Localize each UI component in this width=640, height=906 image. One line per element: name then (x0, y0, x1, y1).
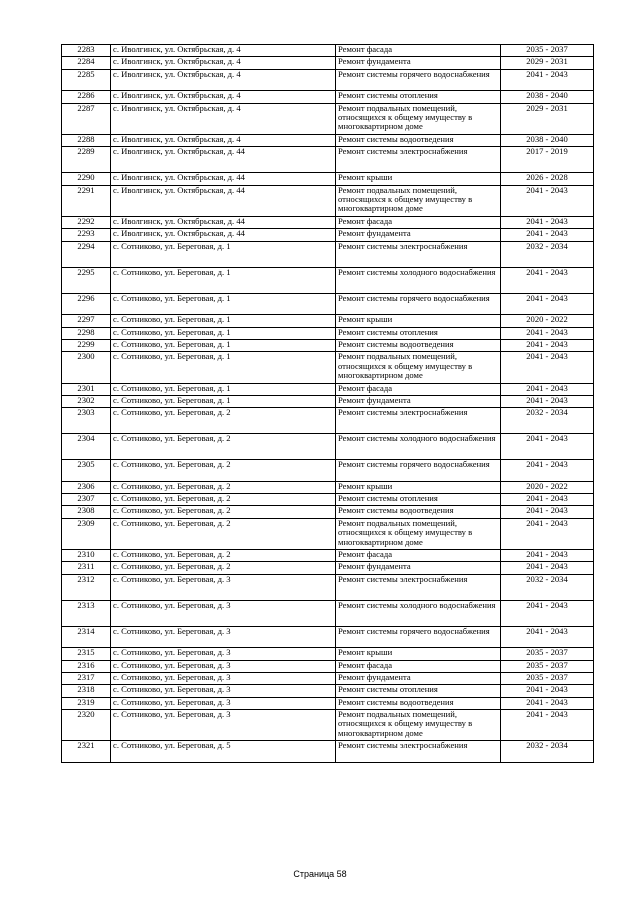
row-number: 2301 (62, 383, 111, 395)
row-work-type: Ремонт системы электроснабжения (336, 408, 501, 434)
row-period: 2035 - 2037 (501, 45, 594, 57)
works-table (61, 44, 594, 763)
row-number: 2296 (62, 293, 111, 315)
table-row (62, 494, 594, 506)
table-row (62, 57, 594, 69)
row-address: с. Сотниково, ул. Береговая, д. 1 (111, 383, 336, 395)
row-work-type: Ремонт системы горячего водоснабжения (336, 69, 501, 91)
row-address: с. Иволгинск, ул. Октябрьская, д. 4 (111, 103, 336, 134)
row-period: 2029 - 2031 (501, 57, 594, 69)
row-work-type: Ремонт подвальных помещений, относящихся к общему имуществу в многоквартирном доме (336, 352, 501, 383)
row-number: 2284 (62, 57, 111, 69)
row-number: 2293 (62, 229, 111, 241)
row-period: 2035 - 2037 (501, 672, 594, 684)
row-period: 2017 - 2019 (501, 147, 594, 173)
row-period: 2020 - 2022 (501, 481, 594, 493)
row-work-type: Ремонт фасада (336, 383, 501, 395)
row-address: с. Сотниково, ул. Береговая, д. 2 (111, 434, 336, 460)
row-number: 2289 (62, 147, 111, 173)
row-period: 2041 - 2043 (501, 327, 594, 339)
row-number: 2288 (62, 134, 111, 146)
table-row (62, 660, 594, 672)
table-row (62, 216, 594, 228)
row-number: 2287 (62, 103, 111, 134)
row-address: с. Сотниково, ул. Береговая, д. 2 (111, 562, 336, 574)
row-work-type: Ремонт фасада (336, 660, 501, 672)
row-period: 2041 - 2043 (501, 185, 594, 216)
row-period: 2041 - 2043 (501, 626, 594, 648)
row-period: 2041 - 2043 (501, 229, 594, 241)
row-address: с. Иволгинск, ул. Октябрьская, д. 44 (111, 147, 336, 173)
row-period: 2032 - 2034 (501, 241, 594, 267)
row-address: с. Сотниково, ул. Береговая, д. 1 (111, 267, 336, 293)
row-address: с. Сотниково, ул. Береговая, д. 3 (111, 648, 336, 660)
row-period: 2035 - 2037 (501, 660, 594, 672)
table-row (62, 395, 594, 407)
table-row (62, 147, 594, 173)
row-number: 2290 (62, 173, 111, 185)
row-address: с. Сотниково, ул. Береговая, д. 2 (111, 494, 336, 506)
row-work-type: Ремонт системы отопления (336, 327, 501, 339)
row-address: с. Сотниково, ул. Береговая, д. 1 (111, 352, 336, 383)
row-work-type: Ремонт системы водоотведения (336, 697, 501, 709)
row-period: 2038 - 2040 (501, 134, 594, 146)
row-period: 2041 - 2043 (501, 550, 594, 562)
table-row (62, 408, 594, 434)
row-address: с. Иволгинск, ул. Октябрьская, д. 44 (111, 185, 336, 216)
row-number: 2303 (62, 408, 111, 434)
row-work-type: Ремонт системы холодного водоснабжения (336, 600, 501, 626)
row-number: 2302 (62, 395, 111, 407)
table-row (62, 626, 594, 648)
row-period: 2041 - 2043 (501, 460, 594, 482)
row-work-type: Ремонт системы электроснабжения (336, 574, 501, 600)
row-address: с. Сотниково, ул. Береговая, д. 3 (111, 672, 336, 684)
row-address: с. Иволгинск, ул. Октябрьская, д. 4 (111, 57, 336, 69)
row-work-type: Ремонт подвальных помещений, относящихся к общему имуществу в многоквартирном доме (336, 709, 501, 740)
row-period: 2032 - 2034 (501, 741, 594, 763)
row-work-type: Ремонт фасада (336, 550, 501, 562)
table-row (62, 327, 594, 339)
row-work-type: Ремонт системы горячего водоснабжения (336, 626, 501, 648)
row-period: 2041 - 2043 (501, 395, 594, 407)
row-period: 2041 - 2043 (501, 709, 594, 740)
row-work-type: Ремонт системы отопления (336, 494, 501, 506)
table-row (62, 600, 594, 626)
row-address: с. Сотниково, ул. Береговая, д. 3 (111, 574, 336, 600)
table-row (62, 648, 594, 660)
row-number: 2311 (62, 562, 111, 574)
row-work-type: Ремонт системы горячего водоснабжения (336, 293, 501, 315)
table-row (62, 518, 594, 549)
row-number: 2297 (62, 315, 111, 327)
row-work-type: Ремонт системы горячего водоснабжения (336, 460, 501, 482)
row-address: с. Сотниково, ул. Береговая, д. 1 (111, 327, 336, 339)
row-number: 2308 (62, 506, 111, 518)
row-address: с. Иволгинск, ул. Октябрьская, д. 44 (111, 173, 336, 185)
row-number: 2286 (62, 91, 111, 103)
row-number: 2321 (62, 741, 111, 763)
table-row (62, 481, 594, 493)
row-address: с. Сотниково, ул. Береговая, д. 3 (111, 685, 336, 697)
row-address: с. Иволгинск, ул. Октябрьская, д. 44 (111, 216, 336, 228)
row-address: с. Сотниково, ул. Береговая, д. 2 (111, 518, 336, 549)
table-row (62, 562, 594, 574)
row-address: с. Сотниково, ул. Береговая, д. 3 (111, 600, 336, 626)
row-period: 2041 - 2043 (501, 339, 594, 351)
row-period: 2041 - 2043 (501, 352, 594, 383)
table-row (62, 672, 594, 684)
row-period: 2041 - 2043 (501, 685, 594, 697)
row-address: с. Сотниково, ул. Береговая, д. 1 (111, 339, 336, 351)
row-number: 2299 (62, 339, 111, 351)
table-row (62, 173, 594, 185)
row-period: 2041 - 2043 (501, 434, 594, 460)
table-row (62, 697, 594, 709)
row-number: 2320 (62, 709, 111, 740)
table-row (62, 434, 594, 460)
table-row (62, 293, 594, 315)
row-number: 2309 (62, 518, 111, 549)
table-row (62, 134, 594, 146)
row-work-type: Ремонт крыши (336, 481, 501, 493)
row-work-type: Ремонт системы водоотведения (336, 506, 501, 518)
row-work-type: Ремонт системы отопления (336, 91, 501, 103)
table-body (62, 45, 594, 763)
row-number: 2307 (62, 494, 111, 506)
table-row (62, 339, 594, 351)
row-number: 2285 (62, 69, 111, 91)
row-period: 2029 - 2031 (501, 103, 594, 134)
row-period: 2041 - 2043 (501, 293, 594, 315)
row-number: 2292 (62, 216, 111, 228)
row-address: с. Сотниково, ул. Береговая, д. 2 (111, 506, 336, 518)
row-address: с. Сотниково, ул. Береговая, д. 1 (111, 315, 336, 327)
row-work-type: Ремонт подвальных помещений, относящихся к общему имуществу в многоквартирном доме (336, 103, 501, 134)
row-address: с. Сотниково, ул. Береговая, д. 3 (111, 697, 336, 709)
row-work-type: Ремонт подвальных помещений, относящихся к общему имуществу в многоквартирном доме (336, 518, 501, 549)
row-work-type: Ремонт системы отопления (336, 685, 501, 697)
table-row (62, 352, 594, 383)
row-work-type: Ремонт фундамента (336, 57, 501, 69)
row-address: с. Сотниково, ул. Береговая, д. 2 (111, 550, 336, 562)
row-work-type: Ремонт крыши (336, 173, 501, 185)
row-period: 2041 - 2043 (501, 216, 594, 228)
row-number: 2310 (62, 550, 111, 562)
row-number: 2291 (62, 185, 111, 216)
row-period: 2041 - 2043 (501, 494, 594, 506)
row-address: с. Сотниково, ул. Береговая, д. 1 (111, 293, 336, 315)
row-work-type: Ремонт системы электроснабжения (336, 147, 501, 173)
table-row (62, 574, 594, 600)
row-number: 2319 (62, 697, 111, 709)
row-number: 2314 (62, 626, 111, 648)
row-work-type: Ремонт крыши (336, 648, 501, 660)
row-work-type: Ремонт фундамента (336, 672, 501, 684)
row-number: 2318 (62, 685, 111, 697)
table-row (62, 741, 594, 763)
table-row (62, 103, 594, 134)
row-address: с. Сотниково, ул. Береговая, д. 2 (111, 481, 336, 493)
row-work-type: Ремонт фундамента (336, 229, 501, 241)
table-row (62, 506, 594, 518)
table-row (62, 69, 594, 91)
table-row (62, 709, 594, 740)
page-number: Страница 58 (293, 869, 347, 879)
row-address: с. Сотниково, ул. Береговая, д. 2 (111, 460, 336, 482)
row-number: 2317 (62, 672, 111, 684)
row-period: 2041 - 2043 (501, 600, 594, 626)
row-number: 2313 (62, 600, 111, 626)
table-row (62, 550, 594, 562)
row-address: с. Иволгинск, ул. Октябрьская, д. 4 (111, 134, 336, 146)
row-period: 2041 - 2043 (501, 518, 594, 549)
row-period: 2041 - 2043 (501, 383, 594, 395)
row-number: 2315 (62, 648, 111, 660)
row-address: с. Сотниково, ул. Береговая, д. 3 (111, 709, 336, 740)
row-period: 2041 - 2043 (501, 69, 594, 91)
row-number: 2295 (62, 267, 111, 293)
row-address: с. Иволгинск, ул. Октябрьская, д. 4 (111, 45, 336, 57)
table-row (62, 685, 594, 697)
row-period: 2041 - 2043 (501, 562, 594, 574)
row-period: 2026 - 2028 (501, 173, 594, 185)
row-number: 2298 (62, 327, 111, 339)
table-row (62, 241, 594, 267)
row-number: 2304 (62, 434, 111, 460)
row-work-type: Ремонт фундамента (336, 562, 501, 574)
row-work-type: Ремонт системы холодного водоснабжения (336, 267, 501, 293)
row-work-type: Ремонт системы электроснабжения (336, 741, 501, 763)
row-period: 2041 - 2043 (501, 506, 594, 518)
table-row (62, 267, 594, 293)
row-period: 2041 - 2043 (501, 697, 594, 709)
table-row (62, 45, 594, 57)
row-work-type: Ремонт системы холодного водоснабжения (336, 434, 501, 460)
row-address: с. Сотниково, ул. Береговая, д. 2 (111, 408, 336, 434)
row-address: с. Иволгинск, ул. Октябрьская, д. 4 (111, 69, 336, 91)
table-row (62, 91, 594, 103)
row-period: 2038 - 2040 (501, 91, 594, 103)
row-work-type: Ремонт подвальных помещений, относящихся к общему имуществу в многоквартирном доме (336, 185, 501, 216)
row-period: 2035 - 2037 (501, 648, 594, 660)
row-period: 2032 - 2034 (501, 574, 594, 600)
row-period: 2041 - 2043 (501, 267, 594, 293)
row-address: с. Сотниково, ул. Береговая, д. 1 (111, 241, 336, 267)
row-number: 2306 (62, 481, 111, 493)
row-number: 2316 (62, 660, 111, 672)
row-work-type: Ремонт фасада (336, 216, 501, 228)
row-work-type: Ремонт крыши (336, 315, 501, 327)
row-address: с. Сотниково, ул. Береговая, д. 1 (111, 395, 336, 407)
row-period: 2020 - 2022 (501, 315, 594, 327)
row-address: с. Сотниково, ул. Береговая, д. 3 (111, 626, 336, 648)
row-work-type: Ремонт системы водоотведения (336, 339, 501, 351)
table-row (62, 383, 594, 395)
table-row (62, 315, 594, 327)
row-number: 2294 (62, 241, 111, 267)
table-row (62, 229, 594, 241)
row-number: 2312 (62, 574, 111, 600)
row-period: 2032 - 2034 (501, 408, 594, 434)
row-work-type: Ремонт фундамента (336, 395, 501, 407)
row-address: с. Иволгинск, ул. Октябрьская, д. 4 (111, 91, 336, 103)
table-row (62, 185, 594, 216)
table-row (62, 460, 594, 482)
row-address: с. Сотниково, ул. Береговая, д. 5 (111, 741, 336, 763)
row-address: с. Иволгинск, ул. Октябрьская, д. 44 (111, 229, 336, 241)
row-work-type: Ремонт системы водоотведения (336, 134, 501, 146)
row-number: 2305 (62, 460, 111, 482)
row-number: 2300 (62, 352, 111, 383)
row-work-type: Ремонт системы электроснабжения (336, 241, 501, 267)
row-number: 2283 (62, 45, 111, 57)
row-address: с. Сотниково, ул. Береговая, д. 3 (111, 660, 336, 672)
row-work-type: Ремонт фасада (336, 45, 501, 57)
